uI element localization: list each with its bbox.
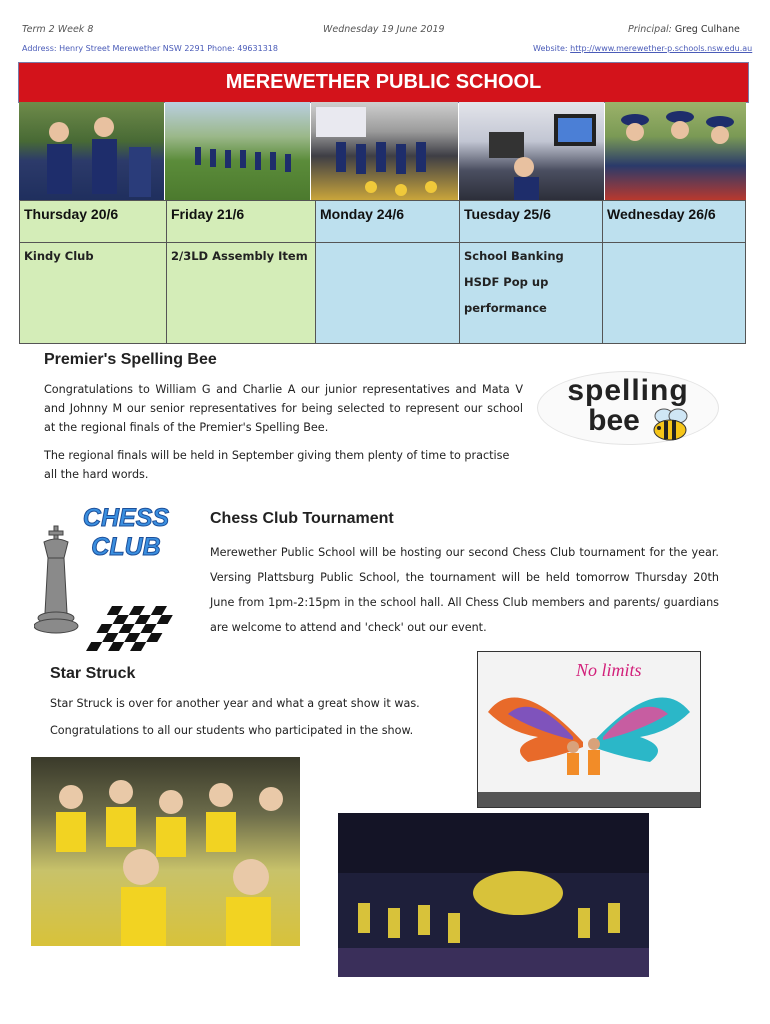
events-tuesday bbox=[460, 243, 603, 344]
chess-board-icon bbox=[34, 518, 184, 662]
school-address: Address: Henry Street Merewether NSW 2291 Phone: 49631318 bbox=[22, 44, 278, 53]
photo-assembly bbox=[311, 102, 458, 200]
photo-star-struck-stage bbox=[338, 813, 649, 977]
chess-logo-text: CHESS bbox=[82, 504, 170, 532]
chess-paragraph: Merewether Public School will be hosting our second Chess Club tournament for the year. Versing Plattsburg Public School, the tournament will be held tomorrow Thursday 20th June from 1pm-2:15pm in the school hall. All Chess Club members and parents/ guardians are welcome to attend and 'check' out our event. bbox=[210, 546, 719, 634]
events-monday bbox=[316, 243, 460, 344]
photo-computer-lab bbox=[459, 102, 604, 200]
chess-heading: Chess Club Tournament bbox=[210, 510, 394, 527]
star-struck-heading: Star Struck bbox=[50, 665, 136, 682]
events-wednesday bbox=[603, 243, 746, 344]
term-week: Term 2 Week 8 bbox=[22, 24, 94, 35]
website-link[interactable]: http://www.merewether-p.schools.nsw.edu.au bbox=[570, 44, 753, 53]
events-thursday bbox=[20, 243, 167, 344]
star-struck-line-1: Star Struck is over for another year and what a great show it was. bbox=[50, 697, 420, 710]
principal-info bbox=[628, 24, 740, 35]
calendar-event: HSDF Pop up bbox=[464, 275, 549, 289]
day-header-friday: Friday 21/6 bbox=[167, 201, 316, 243]
photo-kindergarten-hats bbox=[605, 102, 746, 200]
website-line bbox=[533, 44, 752, 53]
events-friday bbox=[167, 243, 316, 344]
day-header-tuesday: Tuesday 25/6 bbox=[460, 201, 603, 243]
chess-club-logo bbox=[34, 504, 184, 662]
photo-no-limits-backdrop bbox=[477, 651, 701, 808]
spelling-bee-paragraph-1: Congratulations to William G and Charlie A our junior representatives and Mata V and Johnny M our senior representatives for being selected to represent our school at the regional finals of the Premier's Spelling Bee. bbox=[44, 383, 523, 434]
club-logo-text: CLUB bbox=[91, 533, 161, 561]
calendar-event: 2/3LD Assembly Item bbox=[171, 249, 308, 263]
school-banner: MEREWETHER PUBLIC SCHOOL bbox=[18, 62, 749, 103]
photo-students-uniform bbox=[19, 102, 164, 200]
calendar-event: Kindy Club bbox=[24, 249, 94, 263]
spelling-bee-paragraph-2: The regional finals will be held in September giving them plenty of time to practise all the hard words. bbox=[44, 449, 510, 481]
photo-playground bbox=[165, 102, 310, 200]
spelling-bee-heading: Premier's Spelling Bee bbox=[44, 351, 217, 368]
calendar-event: School Banking bbox=[464, 249, 564, 263]
website-label: Website: bbox=[533, 44, 568, 53]
calendar-event: performance bbox=[464, 301, 547, 315]
bee-logo-text: bee bbox=[588, 404, 640, 437]
spelling-bee-logo bbox=[538, 372, 718, 444]
day-header-thursday: Thursday 20/6 bbox=[20, 201, 167, 243]
star-struck-line-2: Congratulations to all our students who participated in the show. bbox=[50, 724, 414, 737]
no-limits-backdrop-text: No limits bbox=[576, 660, 642, 680]
principal-label: Principal: bbox=[628, 24, 672, 35]
newsletter-date: Wednesday 19 June 2019 bbox=[323, 24, 445, 35]
bee-icon bbox=[648, 408, 692, 442]
day-header-wednesday: Wednesday 26/6 bbox=[603, 201, 746, 243]
day-header-monday: Monday 24/6 bbox=[316, 201, 460, 243]
photo-star-struck-dancers bbox=[31, 757, 300, 946]
week-calendar bbox=[19, 200, 746, 344]
spelling-logo-text: spelling bbox=[567, 374, 689, 407]
principal-name: Greg Culhane bbox=[674, 24, 740, 35]
